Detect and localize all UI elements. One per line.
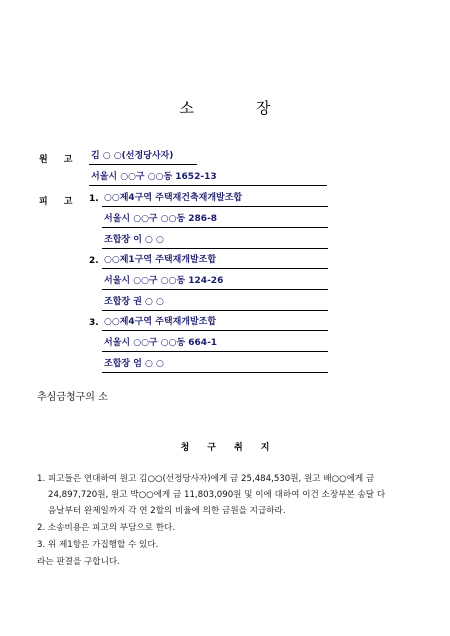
defendant-2-number: 2. (89, 256, 99, 266)
claim-item-1-line-3: 음날부터 완제일까지 각 연 2할의 비율에 의한 금원을 지급하라. (48, 506, 286, 516)
defendant-1-org: ○○제4구역 주택재건축재개발조합 (102, 192, 328, 207)
defendant-1-number: 1. (89, 194, 99, 204)
claim-item-3: 3. 위 제1항은 가집행할 수 있다. (37, 540, 159, 550)
case-title: 추심금청구의 소 (37, 392, 108, 403)
defendant-label: 피 고 (39, 197, 73, 207)
claim-item-1-line-2: 24,897,720원, 원고 박○○에게 금 11,803,090원 및 이에 대하여 이건 소장부본 송달 다 (48, 490, 386, 500)
defendant-3-org: ○○제4구역 주택재개발조합 (102, 316, 328, 331)
defendant-2-rep: 조합장 권 ○ ○ (102, 296, 328, 311)
defendant-3-number: 3. (89, 318, 99, 328)
defendant-2-org: ○○제1구역 주택재개발조합 (102, 254, 328, 269)
defendant-1-rep: 조합장 이 ○ ○ (102, 234, 328, 249)
defendant-3-address: 서울시 ○○구 ○○동 664-1 (102, 337, 328, 352)
plaintiff-address: 서울시 ○○구 ○○동 1652-13 (89, 171, 327, 186)
claim-section-heading: 청 구 취 지 (180, 443, 270, 453)
claim-closing: 라는 판결을 구합니다. (37, 557, 120, 567)
defendant-2-address: 서울시 ○○구 ○○동 124-26 (102, 275, 328, 290)
plaintiff-label: 원 고 (39, 155, 73, 165)
claim-item-2: 2. 소송비용은 피고의 부담으로 한다. (37, 523, 176, 533)
document-title (0, 97, 450, 118)
claim-item-1-line-1: 1. 피고들은 연대하여 원고 김○○(선정당사자)에게 금 25,484,530원, 원고 배○○에게 금 (37, 474, 375, 484)
defendant-3-rep: 조합장 엄 ○ ○ (102, 358, 328, 373)
defendant-1-address: 서울시 ○○구 ○○동 286-8 (102, 213, 328, 228)
title-char-1: 소 (179, 99, 194, 117)
plaintiff-name: 김 ○ ○(선정당사자) (89, 150, 197, 165)
title-char-2: 장 (256, 99, 271, 117)
